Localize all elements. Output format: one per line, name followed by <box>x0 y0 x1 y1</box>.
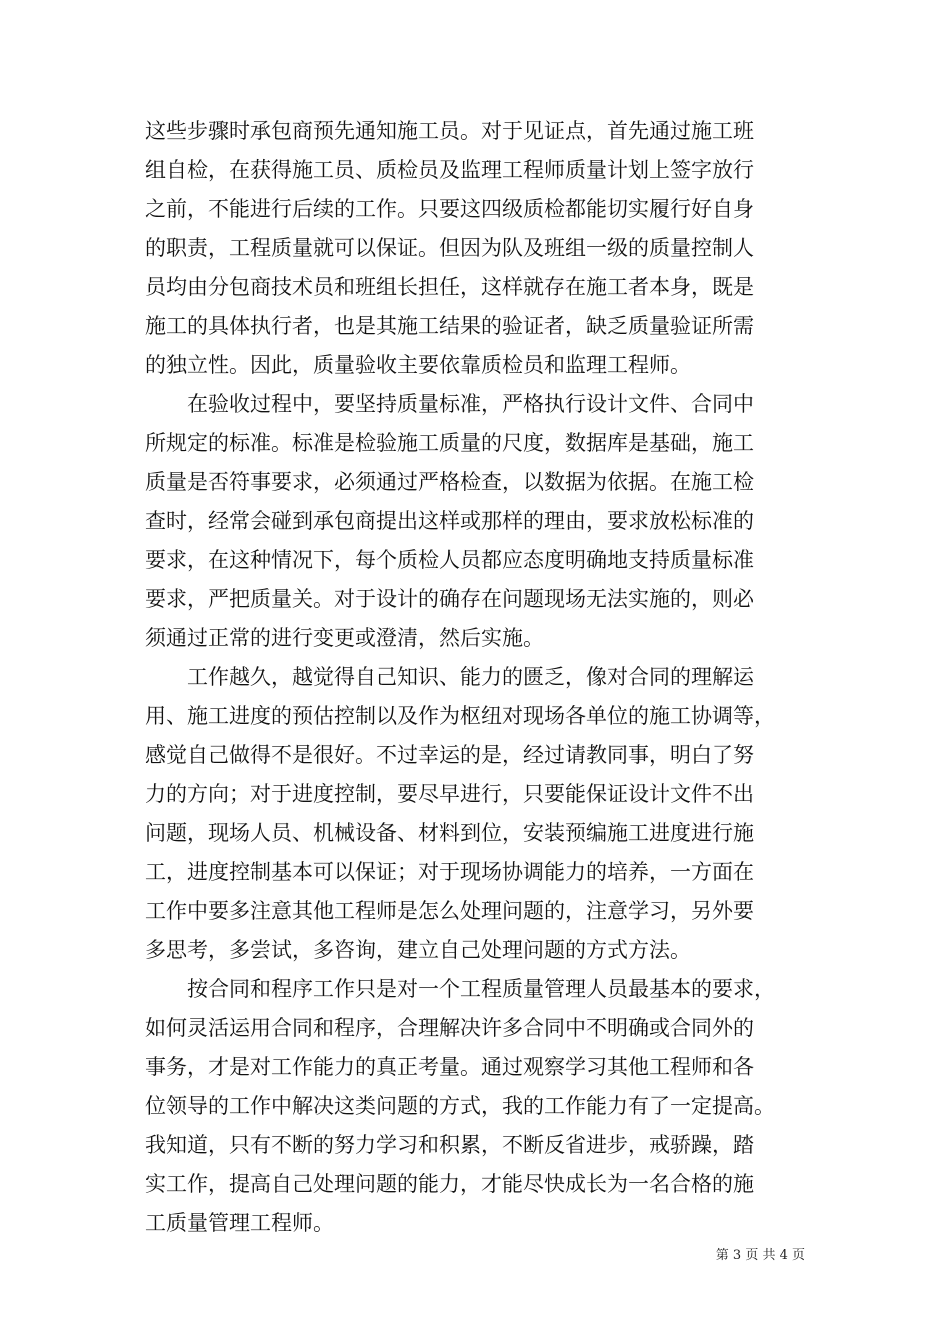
text-line: 的职责，工程质量就可以保证。但因为队及班组一级的质量控制人 <box>145 236 754 260</box>
text-line: 工作中要多注意其他工程师是怎么处理问题的，注意学习，另外要 <box>145 899 754 923</box>
text-line: 在验收过程中，要坚持质量标准，严格执行设计文件、合同中 <box>145 392 754 416</box>
text-line: 工，进度控制基本可以保证；对于现场协调能力的培养，一方面在 <box>145 860 754 884</box>
text-line: 力的方向；对于进度控制，要尽早进行，只要能保证设计文件不出 <box>145 782 754 806</box>
body-text <box>145 112 815 1243</box>
text-line: 按合同和程序工作只是对一个工程质量管理人员最基本的要求， <box>145 977 775 1001</box>
text-line: 施工的具体执行者，也是其施工结果的验证者，缺乏质量验证所需 <box>145 314 754 338</box>
text-line: 的独立性。因此，质量验收主要依靠质检员和监理工程师。 <box>145 353 691 377</box>
text-line: 要求，在这种情况下，每个质检人员都应态度明确地支持质量标准 <box>145 548 754 572</box>
text-line: 这些步骤时承包商预先通知施工员。对于见证点，首先通过施工班 <box>145 119 754 143</box>
text-line: 员均由分包商技术员和班组长担任，这样就存在施工者本身，既是 <box>145 275 754 299</box>
text-line: 须通过正常的进行变更或澄清，然后实施。 <box>145 626 544 650</box>
page-number: 第 3 页 共 4 页 <box>715 1248 805 1263</box>
text-line: 组自检，在获得施工员、质检员及监理工程师质量计划上签字放行 <box>145 158 754 182</box>
text-line: 问题，现场人员、机械设备、材料到位，安装预编施工进度进行施 <box>145 821 754 845</box>
text-line: 要求，严把质量关。对于设计的确存在问题现场无法实施的，则必 <box>145 587 754 611</box>
text-line: 事务，才是对工作能力的真正考量。通过观察学习其他工程师和各 <box>145 1055 754 1079</box>
text-line: 之前，不能进行后续的工作。只要这四级质检都能切实履行好自身 <box>145 197 754 221</box>
text-line: 所规定的标准。标准是检验施工质量的尺度，数据库是基础，施工 <box>145 431 754 455</box>
text-line: 多思考，多尝试，多咨询，建立自己处理问题的方式方法。 <box>145 938 691 962</box>
text-line: 实工作，提高自己处理问题的能力，才能尽快成长为一名合格的施 <box>145 1172 754 1196</box>
text-line: 用、施工进度的预估控制以及作为枢纽对现场各单位的施工协调等， <box>145 704 775 728</box>
text-line: 感觉自己做得不是很好。不过幸运的是，经过请教同事，明白了努 <box>145 743 754 767</box>
text-line: 质量是否符事要求，必须通过严格检查，以数据为依据。在施工检 <box>145 470 754 494</box>
text-line: 工作越久，越觉得自己知识、能力的匮乏，像对合同的理解运 <box>145 665 754 689</box>
text-line: 我知道，只有不断的努力学习和积累，不断反省进步，戒骄躁，踏 <box>145 1133 754 1157</box>
text-line: 查时，经常会碰到承包商提出这样或那样的理由，要求放松标准的 <box>145 509 754 533</box>
text-line: 工质量管理工程师。 <box>145 1211 334 1235</box>
text-line: 位领导的工作中解决这类问题的方式，我的工作能力有了一定提高。 <box>145 1094 775 1118</box>
text-line: 如何灵活运用合同和程序，合理解决许多合同中不明确或合同外的 <box>145 1016 754 1040</box>
